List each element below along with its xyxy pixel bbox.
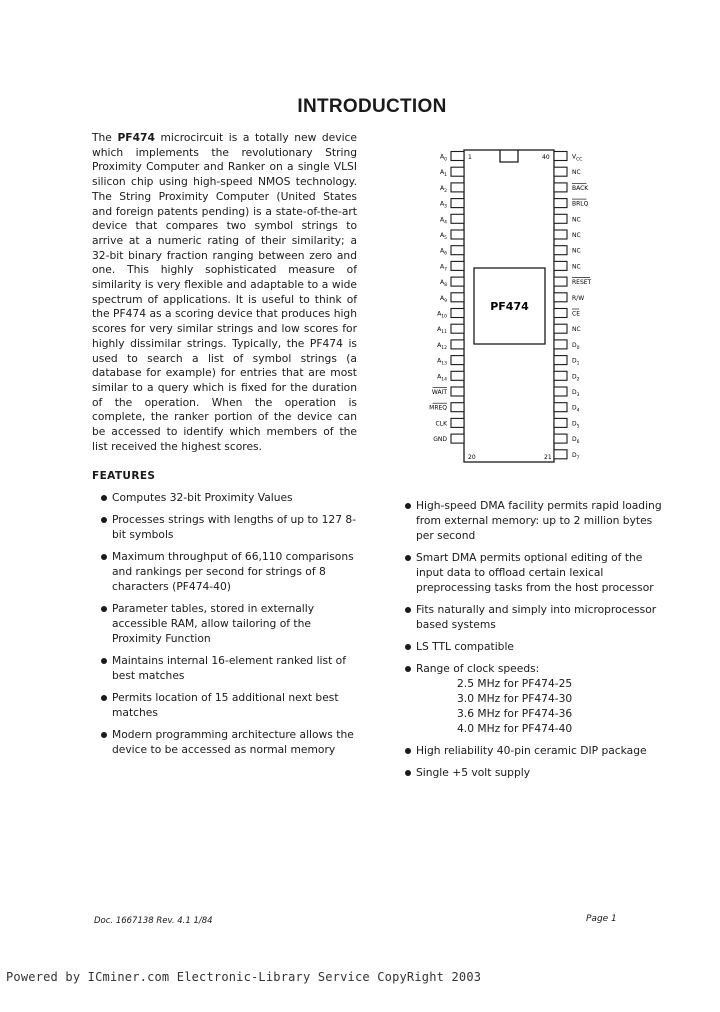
feature-item — [405, 743, 667, 758]
pin-label — [433, 436, 447, 443]
chip-body — [464, 150, 554, 462]
pin-label — [440, 232, 447, 241]
left-pin-17 — [436, 418, 464, 427]
pin-lead — [554, 324, 567, 333]
pin-label-main: NC — [572, 232, 581, 239]
clock-speed-list — [416, 676, 667, 736]
right-pin-15 — [554, 387, 580, 398]
feature-text: Single +5 volt supply — [416, 766, 531, 779]
left-pin-11 — [437, 324, 464, 335]
pin-label — [440, 216, 447, 225]
left-pin-5 — [440, 230, 464, 241]
pin-label — [440, 169, 447, 178]
right-pin-12 — [554, 340, 580, 351]
pin-lead — [451, 246, 464, 255]
bullet-icon — [405, 607, 411, 613]
left-pin-7 — [440, 261, 464, 272]
pin-label-main: D — [572, 404, 577, 412]
pin-label-main: GND — [433, 436, 447, 444]
pin-label-sub: 11 — [441, 330, 447, 336]
bullet-icon — [101, 554, 107, 560]
pin-label — [437, 342, 447, 351]
pin-lead — [554, 403, 567, 412]
feature-item — [405, 639, 667, 654]
feature-item — [101, 653, 363, 683]
intro-paragraph — [92, 131, 357, 454]
pin-lead — [554, 167, 567, 176]
powered-by-banner: Powered by ICminer.com Electronic-Library Service CopyRight 2003 — [6, 970, 482, 984]
features-heading: FEATURES — [92, 470, 156, 482]
feature-item — [101, 727, 363, 757]
pin-label-sub: 1 — [444, 173, 447, 179]
pin-label — [572, 201, 589, 208]
pin-label-sub: 14 — [441, 377, 447, 383]
pin-label-main: A — [437, 341, 442, 349]
pin-label-main: CE — [572, 310, 580, 318]
right-pin-3 — [554, 199, 589, 208]
right-pin-14 — [554, 371, 580, 382]
pin-label-main: A — [440, 184, 445, 192]
pin-label-sub: 0 — [576, 345, 580, 351]
feature-text: Permits location of 15 additional next best matches — [112, 691, 339, 719]
right-pin-11 — [554, 324, 581, 333]
left-pin-10 — [437, 309, 464, 320]
pin-label — [572, 169, 581, 176]
left-pin-3 — [440, 199, 464, 210]
right-pin-10 — [554, 309, 580, 318]
footer-doc-number: Doc. 1667138 Rev. 4.1 1/84 — [94, 916, 213, 926]
bullet-icon — [405, 770, 411, 776]
feature-item — [101, 601, 363, 646]
bullet-icon — [101, 606, 107, 612]
left-pin-0 — [440, 152, 464, 163]
pin-number-1: 1 — [468, 154, 472, 161]
pin-label-main: A — [437, 310, 442, 318]
feature-text: Fits naturally and simply into microprocessor based systems — [416, 603, 657, 631]
pin-label-sub: 2 — [576, 377, 580, 383]
pin-label — [572, 436, 580, 445]
pin-label-sub: 2 — [444, 188, 447, 194]
right-pin-18 — [554, 434, 580, 445]
pin-label — [440, 154, 447, 163]
pin-label-main: WAIT — [431, 389, 447, 396]
pin-label-sub: 8 — [444, 283, 447, 289]
feature-text: Processes strings with lengths of up to 127 8-bit symbols — [112, 513, 357, 541]
feature-item — [405, 602, 667, 632]
pin-label-main: BRLQ — [572, 200, 589, 208]
pin-label-main: A — [440, 153, 445, 161]
pin-label-main: A — [440, 200, 445, 208]
footer-page-number: Page 1 — [586, 914, 617, 924]
right-pin-8 — [554, 277, 592, 286]
pin-label — [437, 326, 447, 335]
feature-text: Parameter tables, stored in externally accessible RAM, allow tailoring of the Proximity Function — [112, 602, 315, 645]
page-title: INTRODUCTION — [297, 96, 447, 117]
pin-lead — [451, 183, 464, 192]
pin-label — [572, 248, 581, 255]
pin-label — [572, 342, 580, 351]
pin-label-main: A — [440, 279, 445, 287]
pin-label — [440, 263, 447, 272]
feature-text: Maintains internal 16-element ranked list of best matches — [112, 654, 346, 682]
left-pin-9 — [440, 293, 464, 304]
feature-item — [101, 512, 363, 542]
pin-lead — [554, 293, 567, 302]
feature-text: LS TTL compatible — [416, 640, 515, 653]
feature-item — [101, 549, 363, 594]
bullet-icon — [101, 695, 107, 701]
left-pin-14 — [437, 371, 464, 382]
pin-label-main: A — [437, 357, 442, 365]
pin-label-sub: 12 — [441, 345, 447, 351]
pin-label-sub: 6 — [576, 440, 580, 446]
feature-text: Computes 32-bit Proximity Values — [112, 491, 293, 504]
left-pin-4 — [440, 214, 464, 225]
pin-label — [440, 185, 447, 194]
pin-label-sub: 13 — [441, 361, 447, 367]
clock-speed-item: 3.0 MHz for PF474-30 — [457, 692, 573, 705]
right-pin-5 — [554, 230, 581, 239]
right-pin-6 — [554, 246, 581, 255]
left-pin-16 — [429, 403, 464, 412]
clock-speed-item: 3.6 MHz for PF474-36 — [457, 707, 573, 720]
pinout-diagram — [420, 140, 620, 470]
pin-label-main: V — [572, 153, 577, 161]
pin-label-main: NC — [572, 169, 581, 177]
pin-lead — [451, 293, 464, 302]
pin-number-20: 20 — [468, 454, 476, 461]
right-pin-column — [554, 152, 592, 461]
pin-lead — [451, 214, 464, 223]
pin-lead — [451, 418, 464, 427]
feature-text: High-speed DMA facility permits rapid loading from external memory: up to 2 million bytes per second — [416, 499, 662, 542]
pin-lead — [554, 356, 567, 365]
pin-label — [436, 420, 449, 427]
pin-label-main: D — [572, 373, 577, 381]
feature-text: Smart DMA permits optional editing of the input data to offload certain lexical preprocessing tasks from the host processor — [416, 551, 654, 594]
pin-number-21: 21 — [544, 454, 552, 461]
pin-label-main: D — [572, 436, 577, 444]
pin-lead — [554, 371, 567, 380]
pin-label-sub: 7 — [576, 455, 580, 461]
clock-speed-item: 4.0 MHz for PF474-40 — [457, 722, 573, 735]
pin-label — [572, 263, 581, 270]
pin-lead — [554, 277, 567, 286]
pin-label-main: A — [440, 294, 445, 302]
pin-label-sub: 4 — [576, 408, 580, 414]
pin-label-sub: 5 — [444, 236, 447, 241]
pin-label — [572, 420, 580, 429]
pin-label — [440, 248, 447, 257]
bullet-icon — [101, 732, 107, 738]
intro-prefix: The — [92, 131, 118, 144]
pin-lead — [451, 403, 464, 412]
pin-label-sub: 4 — [444, 220, 447, 226]
pin-label-main: R/W — [572, 294, 585, 302]
pin-lead — [451, 356, 464, 365]
pin-label-main: A — [437, 373, 442, 381]
feature-text: Maximum throughput of 66,110 comparisons and rankings per second for strings of 8 characters (PF474-40) — [112, 550, 354, 593]
pin-label — [572, 311, 580, 318]
pin-label — [440, 279, 447, 288]
pin-label — [429, 405, 447, 412]
pin-label-main: D — [572, 341, 577, 349]
feature-text: Modern programming architecture allows the device to be accessed as normal memory — [112, 728, 354, 756]
pin-lead — [554, 199, 567, 208]
pin-label — [572, 373, 580, 382]
pin-label-sub: 1 — [576, 361, 580, 367]
pin-number-40: 40 — [542, 154, 550, 161]
pin-label-main: D — [572, 357, 577, 365]
pin-lead — [554, 261, 567, 270]
pin-label-main: A — [440, 169, 445, 177]
pin-lead — [554, 309, 567, 318]
pin-lead — [554, 434, 567, 443]
bullet-icon — [101, 517, 107, 523]
left-pin-6 — [440, 246, 464, 257]
pin-label — [572, 232, 581, 239]
pin-label-sub: 6 — [444, 251, 447, 257]
pin-lead — [554, 418, 567, 427]
pin-label-main: A — [440, 247, 445, 255]
pin-lead — [554, 183, 567, 192]
pin-lead — [554, 450, 567, 459]
pin-label-sub: 9 — [444, 298, 447, 304]
pin-lead — [554, 340, 567, 349]
pin-label — [572, 358, 580, 367]
pin-label-main: D — [572, 389, 577, 396]
pin-lead — [451, 324, 464, 333]
left-pin-8 — [440, 277, 464, 288]
bullet-icon — [405, 503, 411, 509]
left-pin-18 — [433, 434, 464, 443]
intro-body: microcircuit is a totally new device which implements the revolutionary String Proximity Computer and Ranker on a single VLSI silicon chip using high-speed NMOS technology. The String Proximity Computer (United States and foreign patents pending) is a state-of-the-art device that compares two symbol strings to arrive at a numeric rating of their similarity; a 32-bit binary fraction ranging between zero and one. This highly sophisticated measure of similarity is very flexible and adaptable to a wide spectrum of applications. It is useful to think of the PF474 as a scoring device that produces high scores for very similar strings and low scores for highly dissimilar strings. Typically, the PF474 is used to search a list of symbol strings (a database for example) for entries that are most similar to a query which is fixed for the duration of the operation. When the operation is complete, the ranker portion of the device can be accessed to identify which members of the list received the highest scores. — [92, 131, 357, 453]
feature-item — [405, 498, 667, 543]
pin-label — [440, 295, 447, 304]
pin-lead — [451, 387, 464, 396]
pin-label-sub: 5 — [576, 424, 580, 430]
pin-label-main: A — [440, 216, 445, 224]
pin-label — [572, 154, 582, 163]
chip-label: PF474 — [490, 300, 529, 313]
feature-text: High reliability 40-pin ceramic DIP package — [416, 744, 647, 757]
pin-lead — [451, 152, 464, 161]
pin-lead — [451, 167, 464, 176]
pin-label — [572, 452, 580, 461]
right-pin-7 — [554, 261, 581, 270]
right-pin-2 — [554, 183, 589, 192]
right-pin-16 — [554, 403, 580, 414]
pin-lead — [451, 434, 464, 443]
feature-item — [405, 550, 667, 595]
features-right-list — [405, 498, 667, 787]
pin-label-sub: 3 — [444, 204, 447, 210]
pin-label — [437, 311, 447, 320]
pin-label-sub: 0 — [444, 157, 447, 163]
pin-label-main: A — [437, 326, 442, 334]
bullet-icon — [405, 555, 411, 561]
features-left-list — [101, 490, 363, 764]
right-pin-17 — [554, 418, 580, 429]
pin-label — [572, 216, 581, 223]
pin-label — [432, 389, 447, 396]
pin-label-main: NC — [572, 263, 581, 271]
right-pin-9 — [554, 293, 584, 302]
pin-label-main: RESET — [572, 279, 592, 287]
feature-text: Range of clock speeds: — [416, 662, 540, 675]
pin-label-main: A — [440, 232, 445, 239]
right-pin-1 — [554, 167, 581, 176]
pin-label — [437, 373, 447, 382]
left-pin-column — [429, 152, 464, 444]
pin-label-main: MREQ — [429, 404, 447, 412]
pin-label-main: CLK — [435, 420, 447, 428]
left-pin-15 — [432, 387, 464, 396]
pin-lead — [451, 199, 464, 208]
pin-label-sub: 3 — [576, 393, 580, 398]
pin-lead — [451, 340, 464, 349]
right-pin-4 — [554, 214, 581, 223]
bullet-icon — [405, 644, 411, 650]
pin-label — [572, 405, 580, 414]
right-pin-0 — [554, 152, 582, 163]
pin-label — [572, 295, 584, 302]
feature-item — [101, 490, 363, 505]
pin-lead — [554, 152, 567, 161]
pin-label-main: D — [572, 451, 577, 459]
pin-label — [572, 389, 580, 398]
pin-label-main: A — [440, 263, 445, 271]
pin-label — [440, 201, 447, 210]
pin-label-sub: CC — [576, 157, 583, 163]
left-pin-2 — [440, 183, 464, 194]
pin-lead — [554, 387, 567, 396]
feature-item — [405, 661, 667, 736]
right-pin-19 — [554, 450, 580, 461]
clock-speed-item: 2.5 MHz for PF474-25 — [457, 677, 573, 690]
left-pin-1 — [440, 167, 464, 178]
pin-label — [437, 358, 447, 367]
pin-label-main: NC — [572, 216, 581, 224]
pin-label — [572, 326, 581, 333]
pin-lead — [554, 246, 567, 255]
feature-item — [101, 690, 363, 720]
intro-device-name: PF474 — [117, 131, 155, 144]
right-pin-13 — [554, 356, 580, 367]
pin-label — [572, 185, 589, 192]
pin-label-main: D — [572, 420, 577, 428]
pin-label-sub: 10 — [441, 314, 447, 320]
feature-item — [405, 765, 667, 780]
pin-lead — [451, 230, 464, 239]
bullet-icon — [101, 495, 107, 501]
pin-lead — [451, 309, 464, 318]
pin-label — [572, 279, 592, 286]
pin-lead — [451, 277, 464, 286]
pin-label-main: NC — [572, 247, 581, 255]
pin-lead — [451, 371, 464, 380]
left-pin-13 — [437, 356, 464, 367]
left-pin-12 — [437, 340, 464, 351]
bullet-icon — [405, 748, 411, 754]
bullet-icon — [405, 666, 411, 672]
pin-label-main: BACK — [572, 184, 589, 192]
pin-label-sub: 7 — [444, 267, 447, 273]
bullet-icon — [101, 658, 107, 664]
pin-lead — [554, 230, 567, 239]
pin-lead — [554, 214, 567, 223]
pin-label-main: NC — [572, 326, 581, 334]
pin-lead — [451, 261, 464, 270]
